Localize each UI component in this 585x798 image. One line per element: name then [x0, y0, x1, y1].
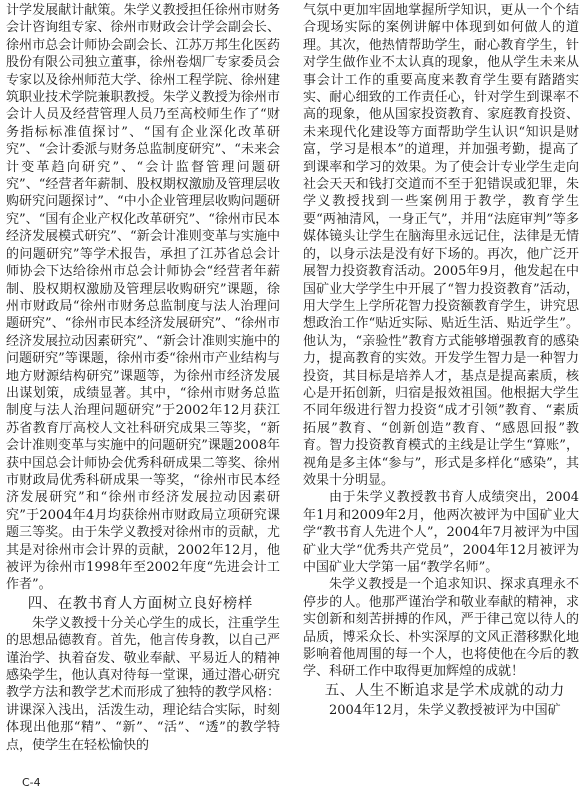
paragraph: 由于朱学义教授教书育人成绩突出，2004年1月和2009年2月，他两次被评为中国矿业大学“教书育人先进个人”，2004年7月被评为中国矿业大学“优秀共产党员”，2004年12月被评为中国矿业大学第一届“教学名师”。 [303, 490, 579, 575]
paragraph: 朱学义教授是一个追求知识、探求真理永不停步的人。他那严谨治学和敬业奉献的精神，求实创新和刻苦拼搏的作风，严于律己宽以待人的品质，博采众长、朴实深厚的文风正潜移默化地影响着他周围的每一个人，也将使他在今后的教学、科研工作中取得更加辉煌的成就！ [303, 577, 579, 680]
section-heading-5: 五、人生不断追求是学术成就的动力 [324, 682, 565, 699]
section-heading-4: 四、在教书育人方面树立良好榜样 [27, 595, 253, 612]
paragraph: 气氛中更加牢固地掌握所学知识，更从一个个结合现场实际的案例讲解中体现到如何做人的道理。其次，他热情帮助学生，耐心教育学生，针对学生做作业不太认真的现象，他从学生未来从事会计工作的重要高度来教育学生要有踏踏实实、耐心细致的工作责任心，针对学生到课率不高的现象，他从国家投资教育、家庭教育投资、未来现代化建设等方面帮助学生认识“知识是财富，学习是根本”的道理，并加强考勤，提高了到课率和学习的效果。为了使会计专业学生走向社会天天和钱打交道而不至于犯错误或犯罪，朱学义教授找到一些案例用于教学，教育学生要“两袖清风，一身正气”，并用“法庭审判”等多媒体镜头让学生在脑海里永远记住，法律是无情的，以身示法是没有好下场的。再次，他广泛开展智力投资教育活动。2005年9月，他发起在中国矿业大学学生中开展了“智力投资教育”活动，用大学生上学所花智力投资额教育学生，讲究思想政治工作“贴近实际、贴近生活、贴近学生”。他认为，“亲验性”教育方式能够增强教育的感染力，提高教育的实效。开发学生智力是一种智力投资，其目标是培养人才，基点是提高素质，核心是开拓创新，归宿是报效祖国。他根据大学生不同年级进行智力投资“成才引领”教育、“素质拓展”教育、“创新创造”教育、“感恩回报”教育。智力投资教育模式的主线是让学生“算账”，视角是多主体“参与”，形式是多样化“感染”，其效果十分明显。 [303, 3, 579, 488]
paragraph: 朱学义教授十分关心学生的成长，注重学生的思想品德教育。首先，他言传身教，以自己严谨治学、执着奋发、敬业奉献、平易近人的精神感染学生，他认真对待每一堂课，通过潜心研究教学方法和教学艺术而形成了独特的教学风格：讲课深入浅出，活泼生动，理论结合实际，时刻体现出他那“精”、“新”、“活”、“透”的教学特点，使学生在轻松愉快的 [6, 615, 280, 753]
left-column [6, 2, 280, 754]
paragraph: 计学发展献计献策。朱学义教授担任徐州市财务会计咨询组专家、徐州市财政会计学会副会长、徐州市总会计师协会副会长、江苏万邦生化医药股份有限公司独立董事，徐州卷烟厂专家委员会专家以及徐州师范大学、徐州工程学院、徐州建筑职业技术学院兼职教授。朱学义教授为徐州市会计人员及经营管理人员乃至高校师生作了“财务指标标准值探讨”、“国有企业深化改革研究”、“会计委派与财务总监制度研究”、“未来会计变革趋向研究”、“会计监督管理问题研究”、“经营者年薪制、股权期权激励及管理层收购研究问题探讨”、“中小企业管理层收购问题研究”、“国有企业产权化改革研究”、“徐州市民本经济发展模式研究”、“新会计准则变革与实施中的问题研究”等学术报告，承担了江苏省总会计师协会下达给徐州市总会计师协会“经营者年薪制、股权期权激励及管理层收购研究”课题，徐州市财政局“徐州市财务总监制度与法人治理问题研究”、“徐州市民本经济发展研究”、“徐州市经济发展拉动因素研究”、“新会计准则实施中的问题研究”等课题，徐州市委“徐州市产业结构与地方财源结构研究”课题等，为徐州市经济发展出谋划策，成绩显著。其中，“徐州市财务总监制度与法人治理问题研究”于2002年12月获江苏省教育厅高校人文社科研究成果三等奖，“新会计准则变革与实施中的问题研究”课题2008年获中国总会计师协会优秀科研成果二等奖、徐州市财政局优秀科研成果一等奖，“徐州市民本经济发展研究”和“徐州市经济发展拉动因素研究”于2004年4月均获徐州市财政局立项研究课题三等奖。由于朱学义教授对徐州市的贡献，尤其是对徐州市会计界的贡献，2002年12月，他被评为徐州市1998年至2002年度“先进会计工作者”。 [6, 3, 280, 593]
right-column [303, 2, 579, 719]
paragraph: 2004年12月，朱学义教授被评为中国矿 [329, 702, 561, 718]
page-number: C-4 [22, 776, 41, 789]
